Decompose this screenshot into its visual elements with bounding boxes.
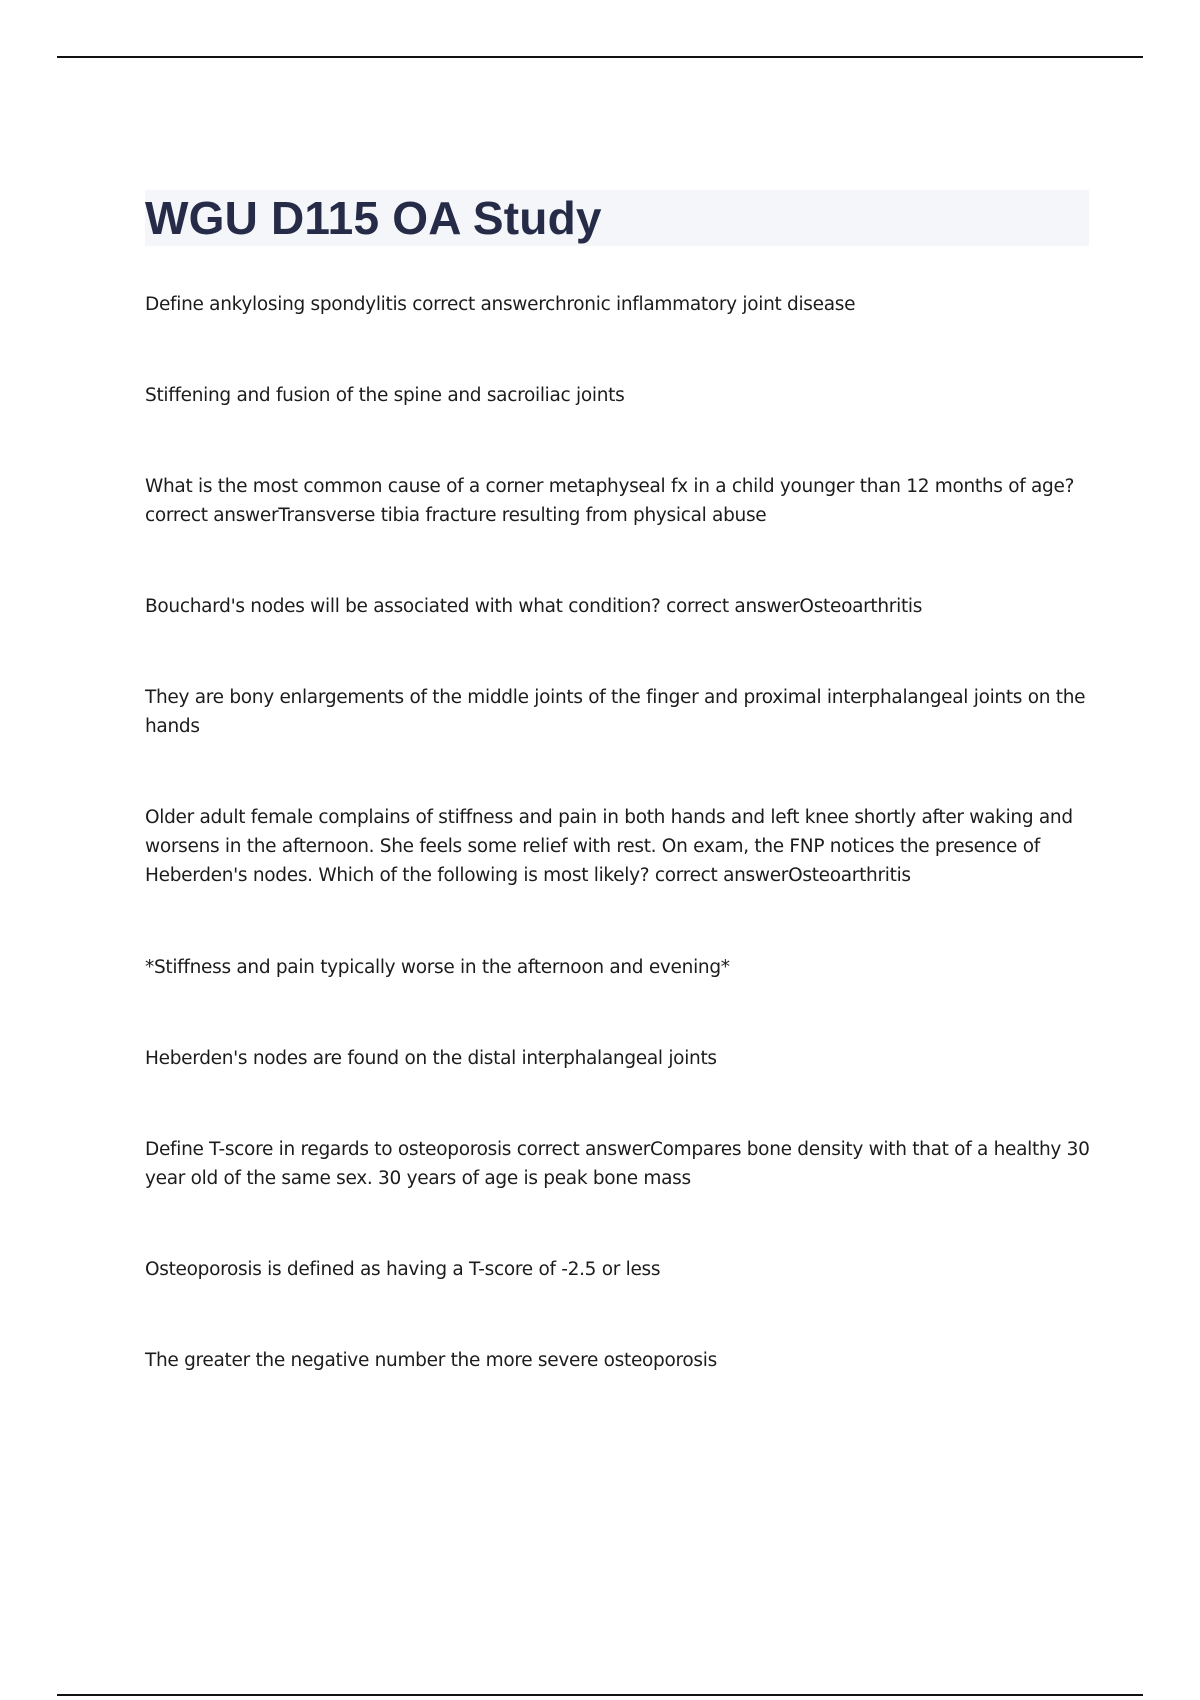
entry-5: They are bony enlargements of the middle joints of the finger and proximal interphalangeal joints on the hands: [145, 687, 1086, 737]
bottom-rule: [57, 1694, 1143, 1696]
entry-6: Older adult female complains of stiffness and pain in both hands and left knee shortly after waking and worsens in the afternoon. She feels some relief with rest. On exam, the FNP notices the presence of Heberden's nodes. Which of the following is most likely? correct answerOsteoarthritis: [145, 807, 1073, 886]
entry-7: *Stiffness and pain typically worse in the afternoon and evening*: [145, 957, 730, 978]
entry-4: Bouchard's nodes will be associated with what condition? correct answerOsteoarthritis: [145, 596, 923, 617]
entry-9: Define T-score in regards to osteoporosis correct answerCompares bone density with that of a healthy 30 year old of the same sex. 30 years of age is peak bone mass: [145, 1139, 1090, 1189]
entry-2: Stiffening and fusion of the spine and sacroiliac joints: [145, 385, 625, 406]
document-title: WGU D115 OA Study: [145, 192, 602, 244]
entry-8: Heberden's nodes are found on the distal interphalangeal joints: [145, 1048, 717, 1069]
entry-1: Define ankylosing spondylitis correct answerchronic inflammatory joint disease: [145, 294, 856, 315]
entry-11: The greater the negative number the more severe osteoporosis: [145, 1350, 717, 1371]
top-rule: [57, 56, 1143, 58]
entry-10: Osteoporosis is defined as having a T-score of -2.5 or less: [145, 1259, 661, 1280]
entry-3: What is the most common cause of a corner metaphyseal fx in a child younger than 12 months of age? correct answerTransverse tibia fracture resulting from physical abuse: [145, 476, 1075, 526]
